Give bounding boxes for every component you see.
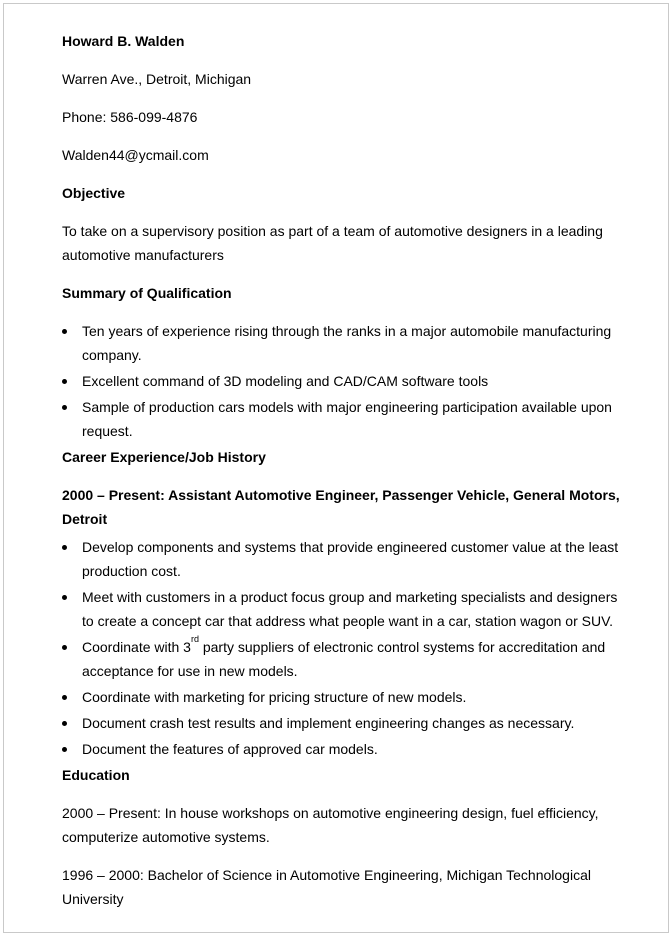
experience-list (62, 535, 622, 761)
bullet-icon (62, 585, 72, 609)
bullet-icon (62, 369, 72, 393)
summary-list (62, 319, 622, 443)
experience-item (62, 635, 622, 683)
experience-item-text: Document crash test results and implement engineering changes as necessary. (82, 715, 575, 731)
experience-item (62, 535, 622, 583)
experience-item (62, 685, 622, 709)
bullet-icon (62, 395, 72, 419)
summary-item-text: Sample of production cars models with major engineering participation available upon request. (82, 399, 612, 439)
experience-item-text: Meet with customers in a product focus group and marketing specialists and designers to create a concept car that address what people want in a car, station wagon or SUV. (82, 589, 618, 629)
experience-item-text: Coordinate with marketing for pricing structure of new models. (82, 689, 467, 705)
bullet-icon (62, 685, 72, 709)
resume-page (3, 3, 669, 933)
education-entry: 2000 – Present: In house workshops on automotive engineering design, fuel efficiency, computerize automotive systems. (62, 805, 599, 845)
coordinate-suffix: party suppliers of electronic control systems for accreditation and acceptance for use in new models. (82, 639, 606, 679)
bullet-icon (62, 635, 72, 659)
summary-item (62, 395, 622, 443)
summary-item (62, 369, 622, 393)
bullet-icon (62, 711, 72, 735)
bullet-icon (62, 535, 72, 559)
bullet-icon (62, 319, 72, 343)
experience-item-text: Document the features of approved car models. (82, 741, 378, 757)
experience-title: Career Experience/Job History (62, 449, 266, 465)
candidate-phone: Phone: 586-099-4876 (62, 109, 198, 125)
summary-item-text: Ten years of experience rising through the ranks in a major automobile manufacturing company. (82, 323, 612, 363)
candidate-name: Howard B. Walden (62, 33, 185, 49)
objective-text: To take on a supervisory position as part of a team of automotive designers in a leading automotive manufacturers (62, 223, 603, 263)
bullet-icon (62, 737, 72, 761)
summary-title: Summary of Qualification (62, 285, 232, 301)
candidate-address: Warren Ave., Detroit, Michigan (62, 71, 252, 87)
job-title: 2000 – Present: Assistant Automotive Engineer, Passenger Vehicle, General Motors, Detroit (62, 487, 620, 527)
objective-title: Objective (62, 185, 126, 201)
experience-item (62, 711, 622, 735)
resume-content (62, 29, 622, 925)
experience-item (62, 737, 622, 761)
experience-item-text: Develop components and systems that provide engineered customer value at the least production cost. (82, 539, 619, 579)
summary-item-text: Excellent command of 3D modeling and CAD/CAM software tools (82, 373, 489, 389)
coordinate-prefix: Coordinate with 3 (82, 639, 191, 655)
education-entry: 1996 – 2000: Bachelor of Science in Automotive Engineering, Michigan Technological University (62, 867, 591, 907)
experience-item-text (82, 634, 606, 679)
education-title: Education (62, 767, 130, 783)
candidate-email: Walden44@ycmail.com (62, 147, 209, 163)
experience-item (62, 585, 622, 633)
ordinal-suffix: rd (190, 634, 199, 644)
summary-item (62, 319, 622, 367)
